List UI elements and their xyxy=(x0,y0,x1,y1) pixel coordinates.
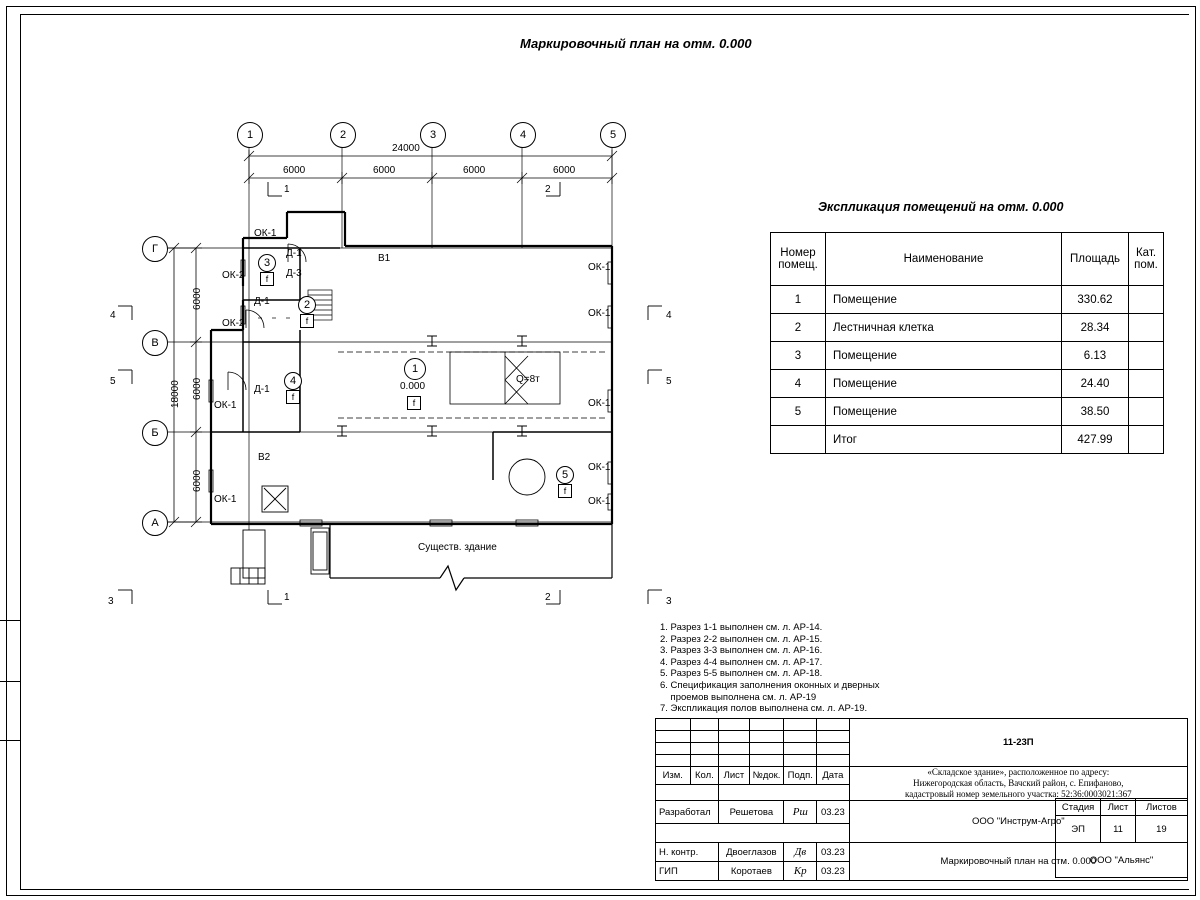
note-line: 1. Разрез 1-1 выполнен см. л. АР-14. xyxy=(660,622,823,633)
room-level-1: 0.000 xyxy=(400,381,426,392)
window-label-ok1-r3: ОК-1 xyxy=(588,398,611,409)
signature-controller: Дв xyxy=(784,843,817,862)
project-code: 11-23П xyxy=(849,719,1187,767)
table-row-total: Итог 427.99 xyxy=(771,426,1164,454)
col-list: Лист xyxy=(719,767,749,785)
wall-label-b2: В2 xyxy=(258,452,271,463)
name-developer: Решетова xyxy=(719,801,784,824)
date-controller: 03.23 xyxy=(817,843,850,862)
window-label-ok1-r2: ОК-1 xyxy=(588,308,611,319)
axis-bubble-top-3: 3 xyxy=(420,122,446,148)
door-label-d1-b: Д-1 xyxy=(254,296,270,307)
window-label-ok2-b: ОК-2 xyxy=(222,318,245,329)
window-label-ok2-a: ОК-2 xyxy=(222,270,245,281)
section-mark-2-bottom: 2 xyxy=(545,592,551,603)
note-line: 5. Разрез 5-5 выполнен см. л. АР-18. xyxy=(660,668,823,680)
axis-bubble-left-a: А xyxy=(142,510,168,536)
role-gip: ГИП xyxy=(656,862,719,881)
existing-building-label: Существ. здание xyxy=(418,542,497,553)
table-row: 4 Помещение 24.40 xyxy=(771,370,1164,398)
floor-type-icon-1: f xyxy=(407,396,421,410)
col-category: Кат. пом. xyxy=(1129,233,1164,286)
table-row: 3 Помещение 6.13 xyxy=(771,342,1164,370)
window-label-ok1-left2: ОК-1 xyxy=(214,494,237,505)
col-podp: Подп. xyxy=(784,767,817,785)
section-mark-4-left: 4 xyxy=(110,310,116,321)
explication-table xyxy=(770,232,1164,454)
section-mark-2-top: 2 xyxy=(545,184,551,195)
sheet-label: Лист xyxy=(1101,799,1136,816)
object-description xyxy=(849,767,1187,801)
dimension-left-3: 6000 xyxy=(192,469,203,492)
section-mark-1-top: 1 xyxy=(284,184,290,195)
window-label-ok1-left: ОК-1 xyxy=(214,400,237,411)
general-notes xyxy=(660,622,880,715)
window-label-ok1-r1: ОК-1 xyxy=(588,262,611,273)
drawing-title: Маркировочный план на отм. 0.000 xyxy=(520,36,752,51)
section-mark-1-bottom: 1 xyxy=(284,592,290,603)
stage-sheet-block xyxy=(1055,798,1188,878)
axis-bubble-top-4: 4 xyxy=(510,122,536,148)
sheet-title: Маркировочный план на отм. 0.000 xyxy=(849,843,1187,881)
note-line: проемов выполнена см. л. АР-19 xyxy=(660,691,817,703)
note-line: 2. Разрез 2-2 выполнен см. л. АР-15. xyxy=(660,633,823,645)
floor-type-icon-3: f xyxy=(260,272,274,286)
col-data: Дата xyxy=(817,767,850,785)
note-line: 4. Разрез 4-4 выполнен см. л. АР-17. xyxy=(660,656,823,668)
signature-developer: Рш xyxy=(784,801,817,824)
dimension-left-1: 6000 xyxy=(192,287,203,310)
window-label-ok1-r4: ОК-1 xyxy=(588,462,611,473)
name-gip: Коротаев xyxy=(719,862,784,881)
stage-value: ЭП xyxy=(1056,816,1101,843)
sheet-value: 11 xyxy=(1101,816,1136,843)
stage-label: Стадия xyxy=(1056,799,1101,816)
signature-gip: Кр xyxy=(784,862,817,881)
section-mark-3-right: 3 xyxy=(666,596,672,607)
col-izm: Изм. xyxy=(656,767,691,785)
section-mark-3-left: 3 xyxy=(108,596,114,607)
role-controller: Н. контр. xyxy=(656,843,719,862)
section-mark-5-right: 5 xyxy=(666,376,672,387)
section-mark-5-left: 5 xyxy=(110,376,116,387)
explication-title: Экспликация помещений на отм. 0.000 xyxy=(818,200,1064,214)
table-row: 2 Лестничная клетка 28.34 xyxy=(771,314,1164,342)
dimension-total-top: 24000 xyxy=(392,143,420,154)
object-name: «Складское здание», расположенное по адресу: xyxy=(927,767,1110,777)
sheet-left-stub-2 xyxy=(0,680,20,741)
object-addr-line1: Нижегородская область, Вачский район, с. Епифаново, xyxy=(913,778,1124,788)
window-label-ok1-a: ОК-1 xyxy=(254,228,277,239)
axis-bubble-top-5: 5 xyxy=(600,122,626,148)
window-label-ok1-r5: ОК-1 xyxy=(588,496,611,507)
table-header-row xyxy=(771,233,1164,286)
table-row: 5 Помещение 38.50 xyxy=(771,398,1164,426)
title-block xyxy=(655,718,1188,888)
note-line: 3. Разрез 3-3 выполнен см. л. АР-16. xyxy=(660,645,823,657)
col-name: Наименование xyxy=(826,233,1062,286)
floor-type-icon-5: f xyxy=(558,484,572,498)
col-area: Площадь xyxy=(1062,233,1129,286)
dimension-total-left: 18000 xyxy=(170,380,181,408)
customer-name: ООО "Инструм-Агро" xyxy=(849,801,1187,843)
col-number: Номер помещ. xyxy=(771,233,826,286)
dimension-left-2: 6000 xyxy=(192,377,203,400)
axis-bubble-left-g: Г xyxy=(142,236,168,262)
col-ndok: №док. xyxy=(749,767,784,785)
date-developer: 03.23 xyxy=(817,801,850,824)
door-label-d1-c: Д-1 xyxy=(254,384,270,395)
floor-type-icon-2: f xyxy=(300,314,314,328)
room-marker-5: 5 xyxy=(556,466,574,484)
table-row: 1 Помещение 330.62 xyxy=(771,286,1164,314)
crane-capacity-label: Q=8т xyxy=(516,374,540,385)
dimension-top-1: 6000 xyxy=(283,165,306,176)
door-label-d3: Д-3 xyxy=(286,268,302,279)
dimension-top-4: 6000 xyxy=(553,165,576,176)
name-controller: Двоеглазов xyxy=(719,843,784,862)
axis-bubble-left-v: В xyxy=(142,330,168,356)
dimension-top-2: 6000 xyxy=(373,165,396,176)
date-gip: 03.23 xyxy=(817,862,850,881)
note-line: 6. Спецификация заполнения оконных и дверных xyxy=(660,679,880,691)
door-label-d1-a: Д-1 xyxy=(286,248,302,259)
axis-bubble-top-2: 2 xyxy=(330,122,356,148)
room-marker-2: 2 xyxy=(298,296,316,314)
room-marker-4: 4 xyxy=(284,372,302,390)
wall-label-b1: В1 xyxy=(378,253,391,264)
room-marker-1: 1 xyxy=(404,358,426,380)
sheets-value: 19 xyxy=(1135,816,1187,843)
col-kol: Кол. xyxy=(690,767,719,785)
object-addr-line2: кадастровый номер земельного участка: 52:36:0003021:367 xyxy=(905,789,1132,799)
sheets-label: Листов xyxy=(1135,799,1187,816)
room-marker-3: 3 xyxy=(258,254,276,272)
note-line: 7. Экспликация полов выполнена см. л. АР-19. xyxy=(660,703,868,715)
floor-type-icon-4: f xyxy=(286,390,300,404)
role-developer: Разработал xyxy=(656,801,719,824)
section-mark-4-right: 4 xyxy=(666,310,672,321)
floor-plan xyxy=(0,0,760,640)
designer-company: ООО "Альянс" xyxy=(1056,843,1188,878)
axis-bubble-top-1: 1 xyxy=(237,122,263,148)
dimension-top-3: 6000 xyxy=(463,165,486,176)
axis-bubble-left-b: Б xyxy=(142,420,168,446)
